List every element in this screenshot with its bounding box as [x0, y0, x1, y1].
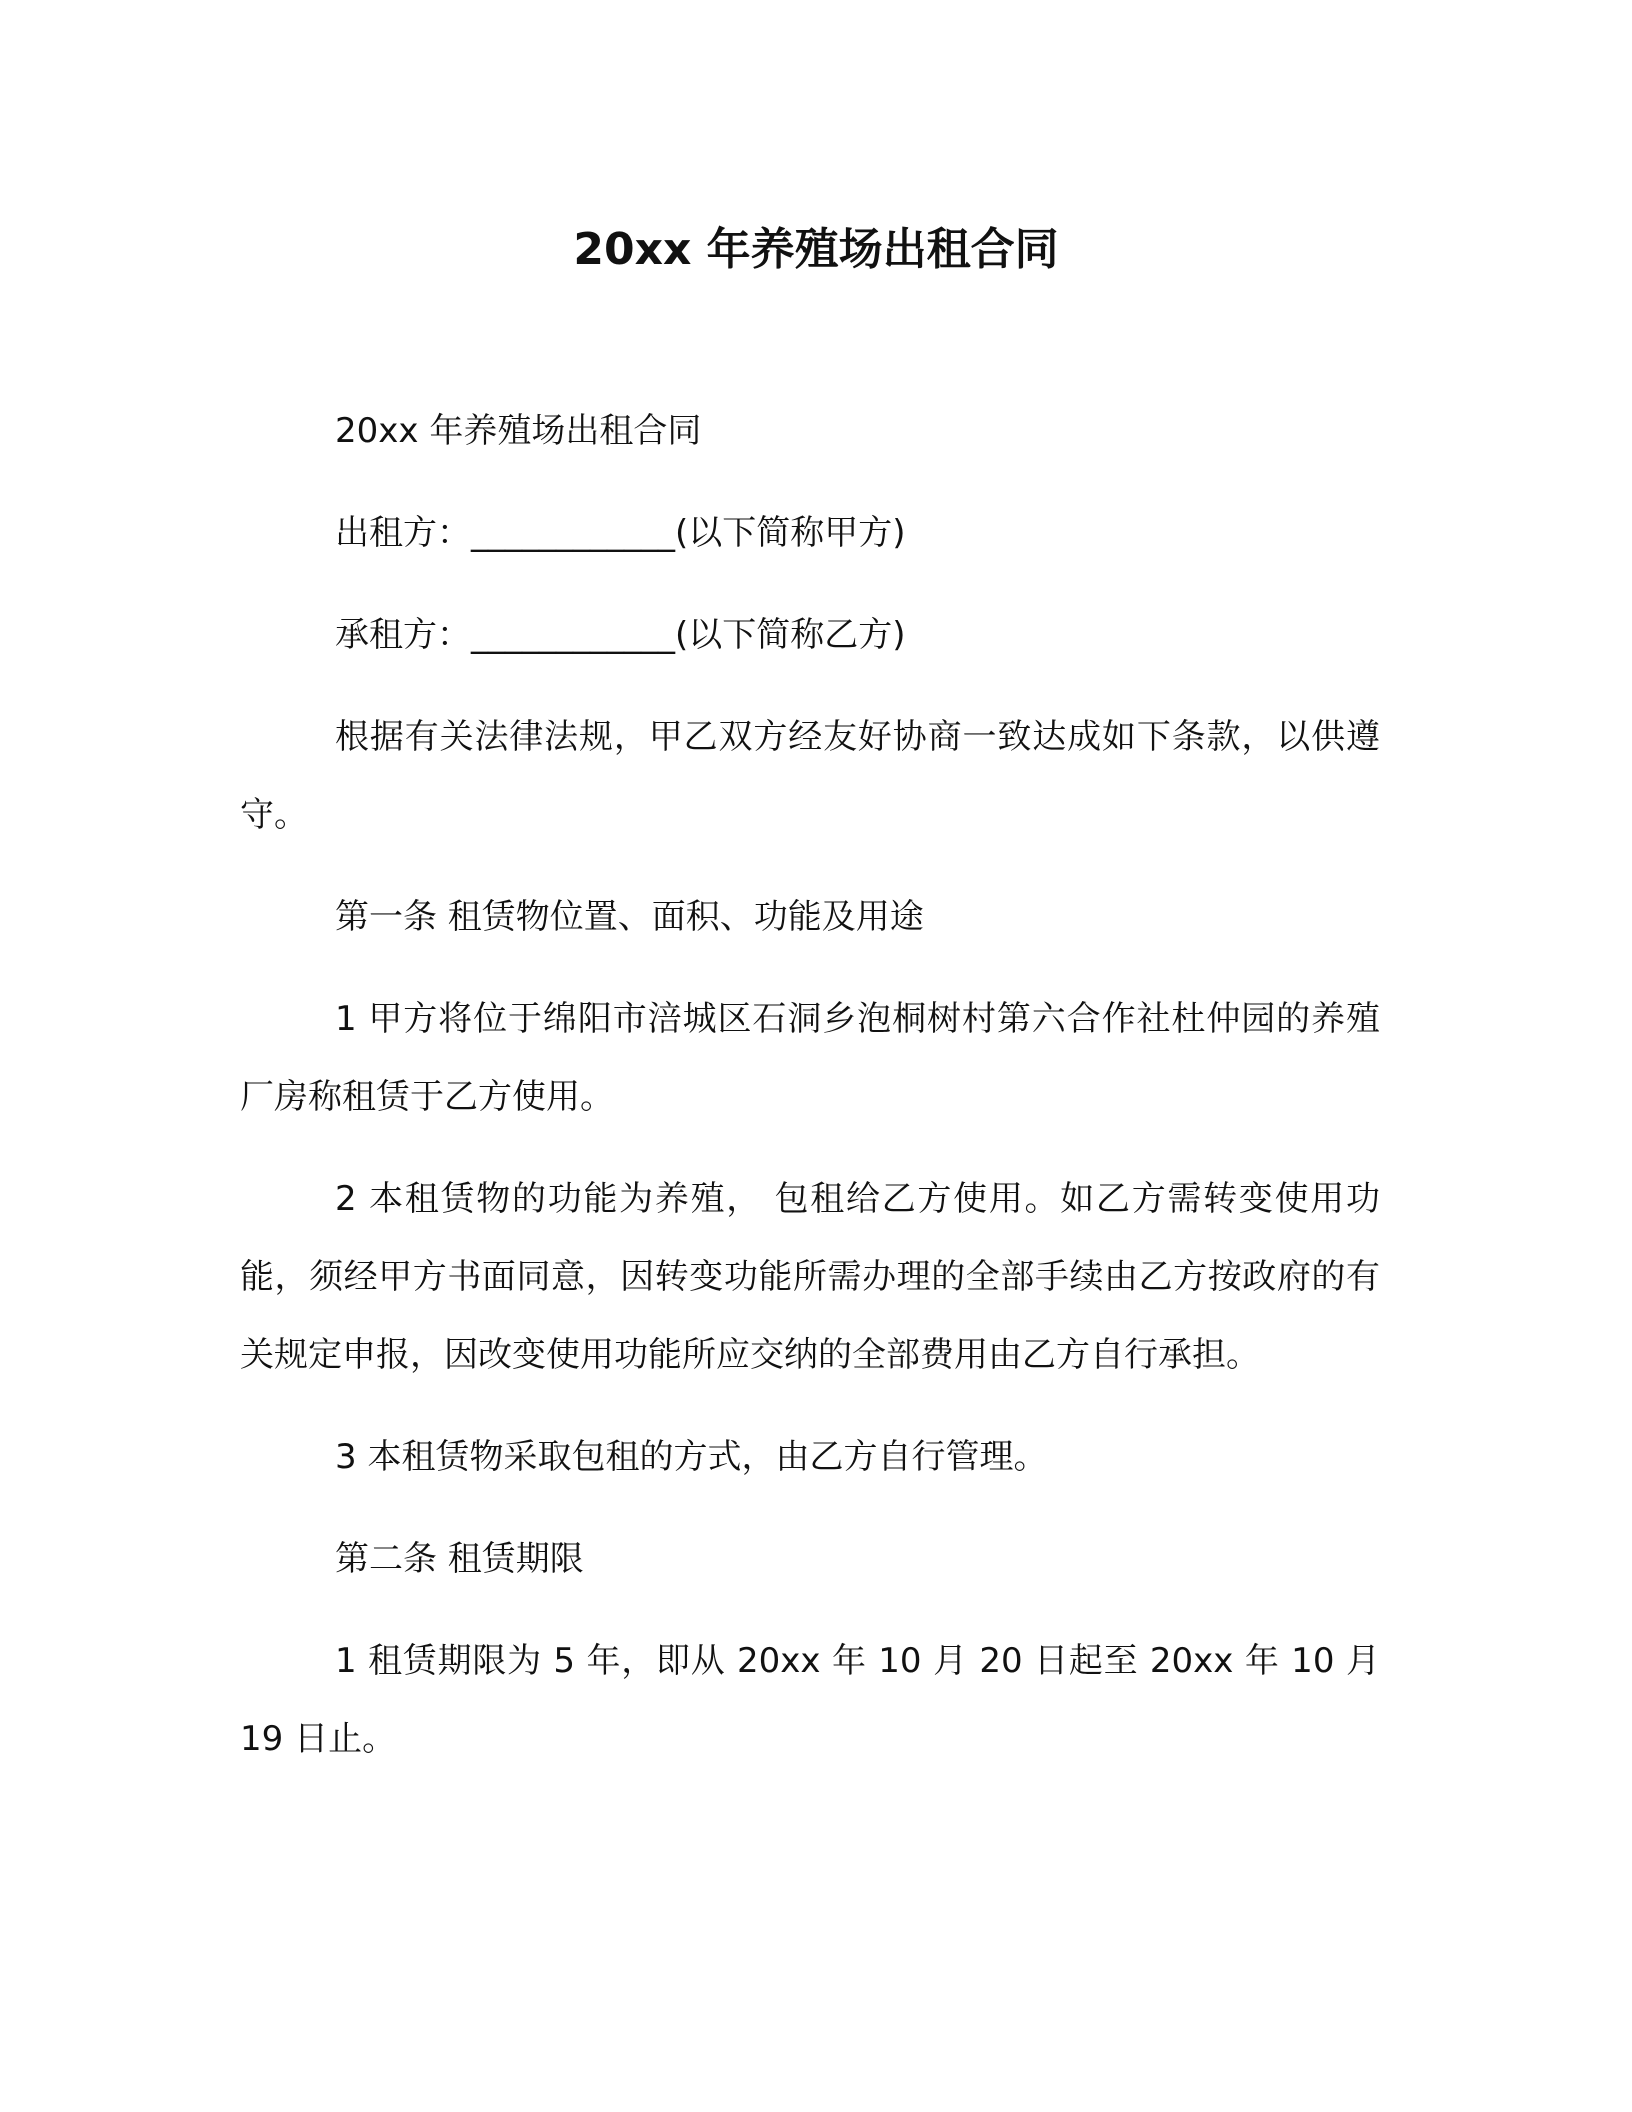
article-two-heading: 第二条 租赁期限: [335, 1539, 584, 1579]
article-one-clause-1: 1 甲方将位于绵阳市涪城区石洞乡泡桐树村第六合作社杜仲园的养殖厂房称租赁于乙方使用。: [240, 999, 1380, 1117]
lessee-line: 承租方：____________(以下简称乙方): [335, 615, 906, 655]
document-body: [240, 392, 1380, 1802]
article-one-heading: 第一条 租赁物位置、面积、功能及用途: [335, 897, 924, 937]
article-two-clause-1: 1 租赁期限为 5 年，即从 20xx 年 10 月 20 日起至 20xx 年 10 月 19 日止。: [240, 1641, 1380, 1759]
contract-heading-line: 20xx 年养殖场出租合同: [335, 411, 702, 451]
preamble-paragraph: 根据有关法律法规，甲乙双方经友好协商一致达成如下条款，以供遵守。: [240, 717, 1380, 835]
article-one-clause-3: 3 本租赁物采取包租的方式，由乙方自行管理。: [335, 1437, 1048, 1477]
lessor-line: 出租方：____________(以下简称甲方): [335, 513, 906, 553]
article-one-clause-2: 2 本租赁物的功能为养殖， 包租给乙方使用。如乙方需转变使用功能，须经甲方书面同意，因转变功能所需办理的全部手续由乙方按政府的有关规定申报，因改变使用功能所应交纳的全部费用由乙方自行承担。: [240, 1179, 1380, 1375]
document-title: 20xx 年养殖场出租合同: [573, 224, 1059, 275]
